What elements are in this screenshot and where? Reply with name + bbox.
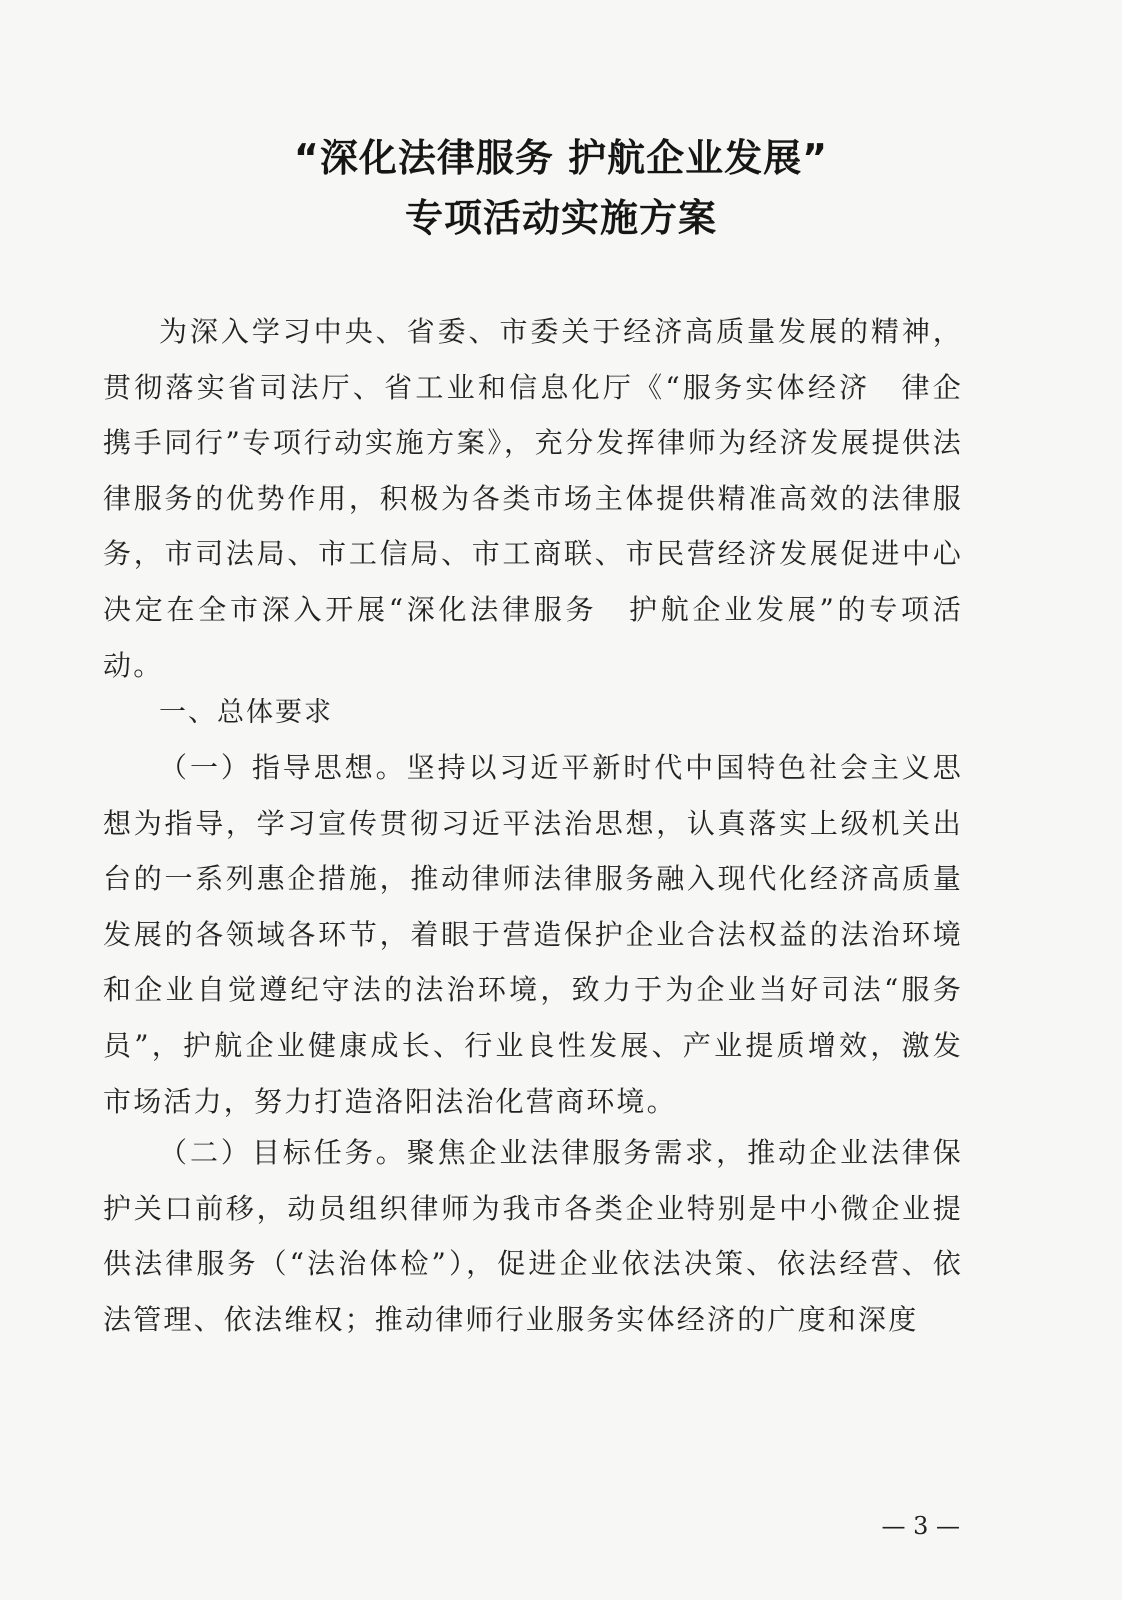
- intro-paragraph: 为深入学习中央、省委、市委关于经济高质量发展的精神，贯彻落实省司法厅、省工业和信息化厅《“服务实体经济 律企携手同行”专项行动实施方案》，充分发挥律师为经济发展提供法律服务的优势作用，积极为各类市场主体提供精准高效的法律服务，市司法局、市工信局、市工商联、市民营经济发展促进中心决定在全市深入开展“深化法律服务 护航企业发展”的专项活动。: [103, 315, 963, 682]
- section-heading-general-requirements: 一、总体要求: [159, 697, 333, 728]
- page-number: — 3 —: [881, 1512, 960, 1540]
- guiding-ideology-paragraph: （一）指导思想。坚持以习近平新时代中国特色社会主义思想为指导，学习宣传贯彻习近平法治思想，认真落实上级机关出台的一系列惠企措施，推动律师法律服务融入现代化经济高质量发展的各领域各环节，着眼于营造保护企业合法权益的法治环境和企业自觉遵纪守法的法治环境，致力于为企业当好司法“服务员”，护航企业健康成长、行业良性发展、产业提质增效，激发市场活力，努力打造洛阳法治化营商环境。: [103, 751, 963, 1118]
- goals-tasks-paragraph: （二）目标任务。聚焦企业法律服务需求，推动企业法律保护关口前移，动员组织律师为我市各类企业特别是中小微企业提供法律服务（“法治体检”），促进企业依法决策、依法经营、依法管理、依法维权；推动律师行业服务实体经济的广度和深度: [103, 1136, 963, 1336]
- document-title-line-1: “深化法律服务 护航企业发展”: [293, 136, 829, 180]
- document-title-line-2: 专项活动实施方案: [404, 196, 717, 240]
